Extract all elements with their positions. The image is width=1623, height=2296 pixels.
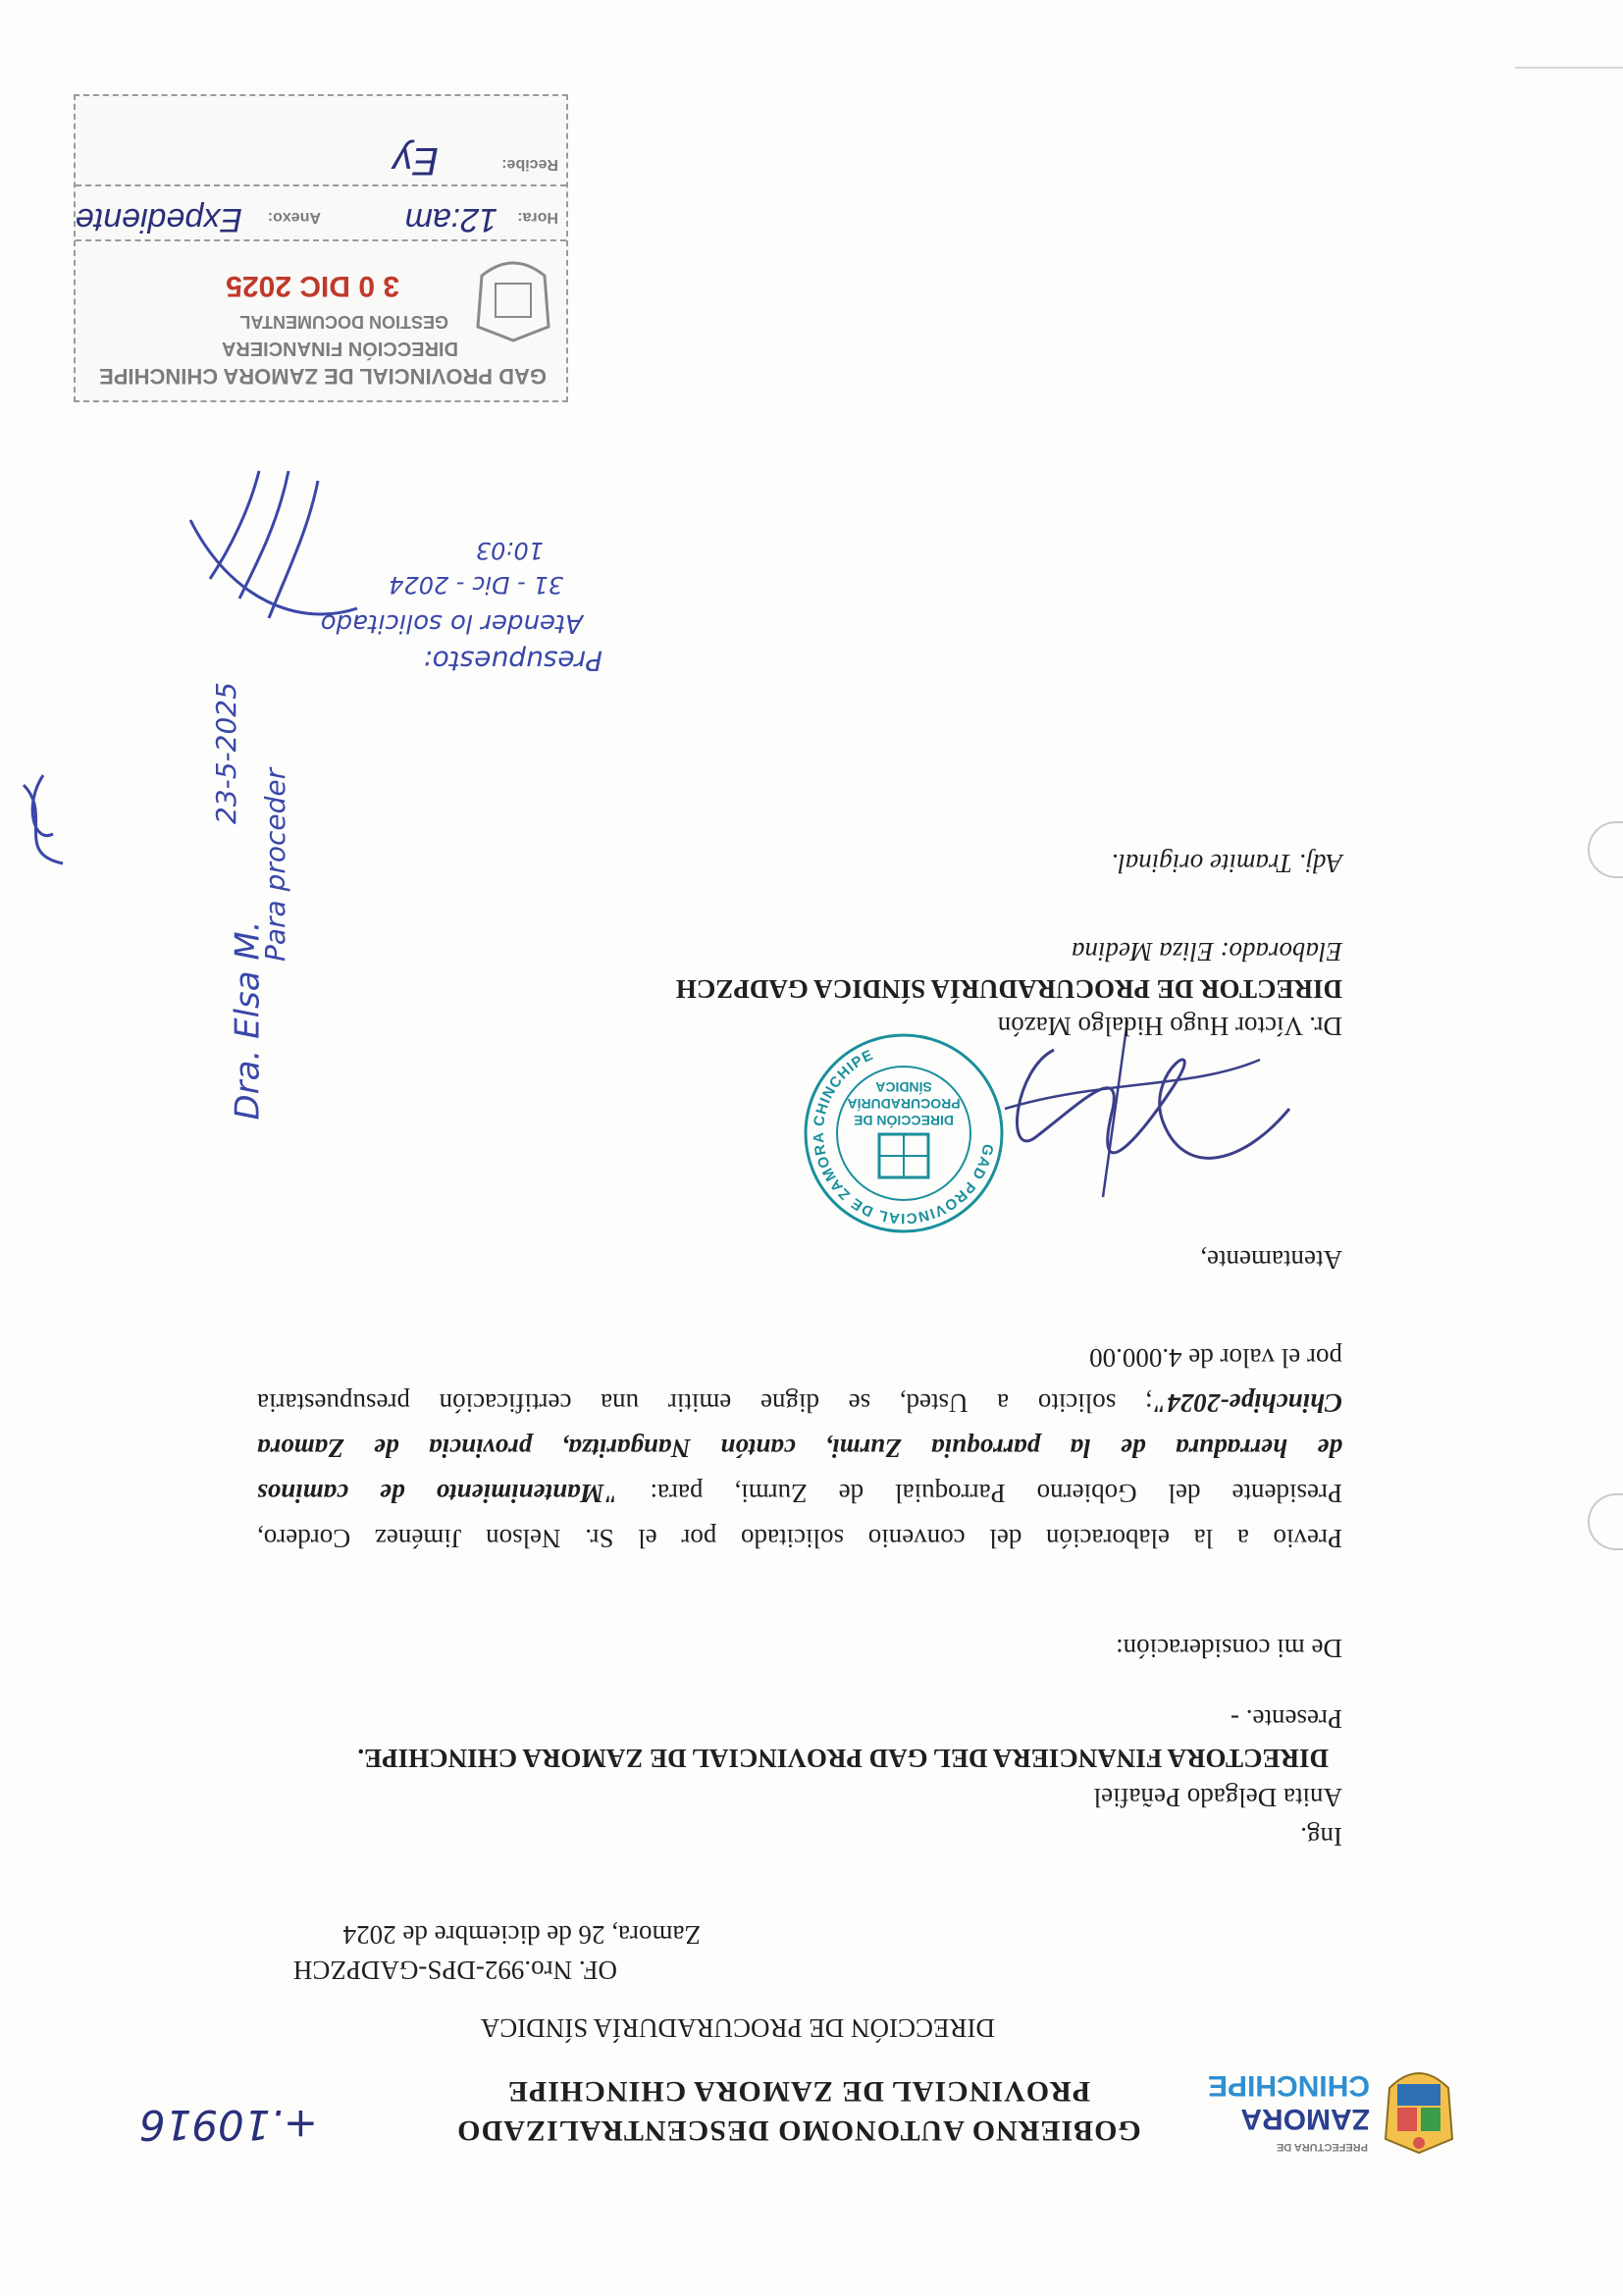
margin-initials-scribble (4, 765, 73, 873)
project-name-part-1: "Mantenimiento de caminos (257, 1479, 619, 1508)
department-name: DIRECCIÓN DE PROCURADURÍA SÍNDICA (480, 2013, 995, 2043)
attachment-note: Adj. Tramite original. (1111, 849, 1342, 878)
recipient-role: DIRECTORA FINANCIERA DEL GAD PROVINCIAL DE ZAMORA CHINCHIPE. (357, 1744, 1329, 1773)
body-line-4 (257, 1383, 1342, 1423)
punch-hole-upper (1588, 1493, 1623, 1550)
logo-prefix: PREFECTURA DE (1276, 2141, 1368, 2153)
place-date: Zamora, 26 de diciembre de 2024 (342, 1920, 701, 1950)
punch-hole-lower (1588, 821, 1623, 878)
budget-note-line1: Presupuesto: (423, 645, 602, 677)
recipient-title: Ing. (1300, 1822, 1342, 1852)
seal-inner-line2: PROCURADURÍA (847, 1096, 961, 1112)
reference-number: OF. Nro.992-DPS-GADPZCH (292, 1956, 617, 1985)
header-title-line2: PROVINCIAL DE ZAMORA CHINCHIPE (506, 2075, 1091, 2108)
logo-line2: CHINCHIPE (1207, 2069, 1370, 2102)
budget-note-signature (161, 451, 377, 638)
budget-note-line4: 10:03 (475, 537, 544, 564)
budget-note-line2: Atender lo solicitado (320, 608, 583, 638)
stamp-line2: DIRECCIÓN FINANCIERA (221, 338, 458, 359)
body-line-2-regular: Presidente del Gobierno Parroquial de Zurmi, para: (618, 1479, 1342, 1508)
stamp-hora-label: Hora: (517, 209, 558, 226)
budget-note-line3: 31 - Dic - 2024 (389, 571, 563, 599)
stamp-anexo-value: Expediente (75, 201, 242, 238)
project-name-part-3: Chinchipe-2024" (1152, 1388, 1342, 1418)
salutation: De mi consideración: (1116, 1634, 1342, 1663)
stamp-recibe-value: Ey (393, 139, 439, 183)
recipient-name: Anita Delgado Peñafiel (1093, 1783, 1342, 1812)
prefecture-logo (1203, 2049, 1458, 2157)
stamp-divider-2 (76, 184, 566, 186)
seal-ring-text: GAD PROVINCIAL DE ZAMORA CHINCHIPE (810, 1046, 997, 1227)
body-line-3: de herradura de la parroquia Zurmi, cantón Nangaritza, provincia de Zamora (257, 1434, 1342, 1463)
margin-note-line3: 23-5-2025 (210, 682, 242, 824)
stamp-recibe-label: Recibe: (501, 156, 558, 173)
stamp-hora-value: 12:am (404, 201, 497, 238)
stamp-emblem-icon (468, 248, 558, 346)
reception-stamp (74, 94, 568, 402)
body-line-5: por el valor de 4.000.00 (1089, 1343, 1342, 1373)
stamp-line3: GESTION DOCUMENTAL (239, 312, 448, 332)
header-title-line1: GOBIERNO AUTONOMO DESCENTRALIZADO (456, 2114, 1141, 2147)
signer-name: Dr. Víctor Hugo Hidalgo Mazón (997, 1012, 1342, 1041)
logo-line1: ZAMORA (1240, 2103, 1370, 2135)
prepared-by: Elaborado: Eliza Medina (1072, 937, 1342, 966)
seal-ring-icon (801, 1030, 1007, 1236)
presente: Presente. - (1230, 1704, 1342, 1734)
margin-note-line1: Dra. Elsa M. (228, 920, 268, 1121)
handwritten-number: +.10916 (138, 2101, 318, 2149)
stamp-line1: GAD PROVINCIAL DE ZAMORA CHINCHIPE (99, 364, 547, 389)
body-line-4-regular: ; solicito a Usted, se digne emitir una certificación presupuestaria (257, 1388, 1153, 1418)
stamp-divider (76, 239, 566, 241)
signer-role: DIRECTOR DE PROCURADURÍA SÍNDICA GADPZCH (675, 974, 1342, 1004)
procuraduria-seal (801, 1030, 1007, 1236)
stamp-date: 3 0 DIC 2025 (226, 270, 399, 302)
body-line-2 (257, 1474, 1342, 1513)
stamp-anexo-label: Anexo: (267, 209, 321, 226)
fold-mark (1515, 67, 1623, 69)
coat-of-arms-icon (1380, 2055, 1458, 2157)
closing: Atentamente, (1200, 1245, 1342, 1275)
margin-note-line2: Para proceder (259, 767, 291, 962)
body-line-1: Previo a la elaboración del convenio solicitado por el Sr. Nelson Jiménez Cordero, (257, 1524, 1342, 1553)
seal-inner-line3: SÍNDICA (875, 1079, 932, 1095)
margin-handwritten-note (151, 844, 268, 1158)
seal-inner-line1: DIRECCIÓN DE (854, 1113, 954, 1128)
